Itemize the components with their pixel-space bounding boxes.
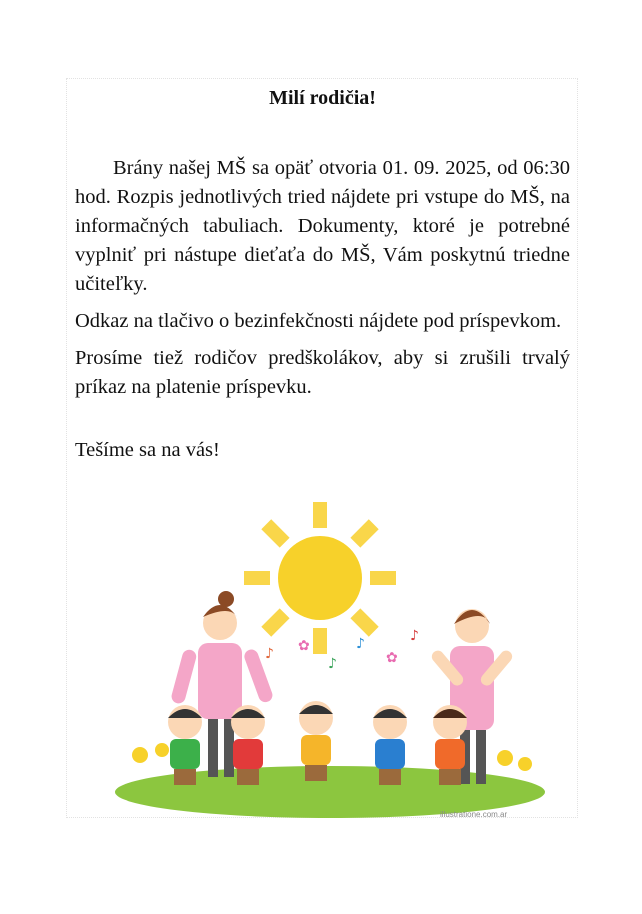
letter-title: Milí rodičia! [269, 87, 376, 109]
paragraph-payment: Prosíme tiež rodičov predškolákov, aby si zrušili trvalý príkaz na platenie príspevku. [75, 347, 570, 398]
illustration-watermark: illustratione.com.ar [440, 810, 508, 819]
music-notes-icon [265, 628, 419, 672]
paragraph-form-link: Odkaz na tlačivo o bezinfekčnosti nájdete pod príspevkom. [75, 310, 562, 332]
paragraph-opening: Brány našej MŠ sa opäť otvoria 01. 09. 2025, od 06:30 hod. Rozpis jednotlivých tried nájdete pri vstupe do MŠ, na informačných tabuliach. Dokumenty, ktoré je potrebné vyplniť pri nástupe dieťaťa do MŠ, Vám poskytnú triedne učiteľky. [75, 157, 570, 295]
sun-icon [244, 502, 396, 654]
kindergarten-illustration [110, 500, 550, 820]
svg-text:♪: ♪ [265, 646, 274, 662]
svg-text:♪: ♪ [410, 628, 419, 644]
svg-text:✿: ✿ [386, 650, 398, 666]
svg-text:✿: ✿ [298, 638, 310, 654]
svg-text:♪: ♪ [356, 636, 365, 652]
letter [75, 84, 570, 486]
closing-line: Tešíme sa na vás! [75, 439, 220, 461]
svg-text:♪: ♪ [328, 656, 337, 672]
